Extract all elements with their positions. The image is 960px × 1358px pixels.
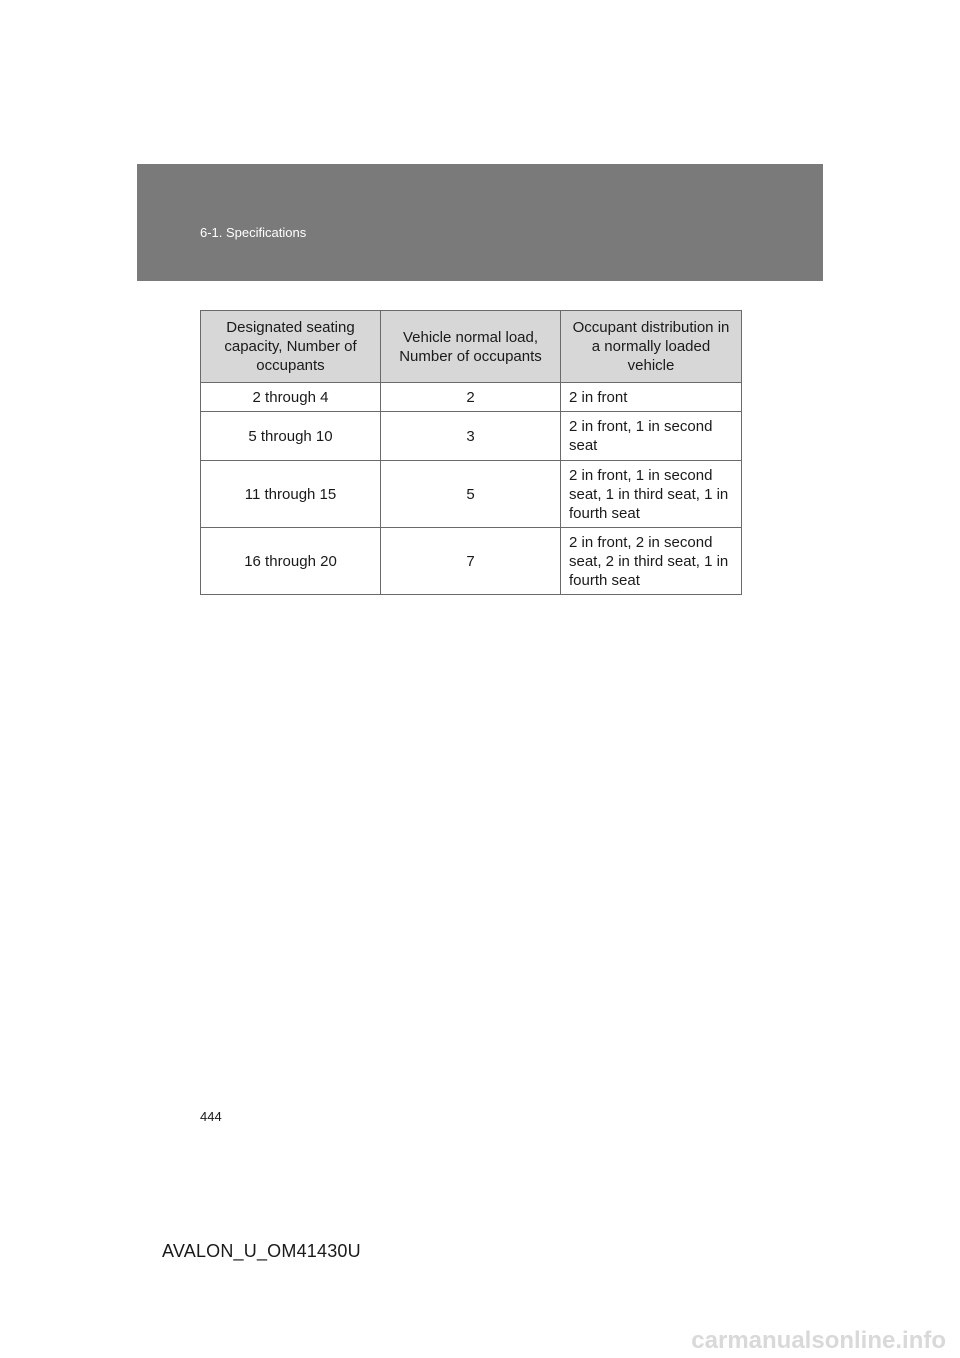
normal-load-cell: 3 [381, 412, 561, 461]
column-header-normal-load: Vehicle normal load, Number of occupants [381, 311, 561, 383]
header-bar [137, 164, 823, 281]
normal-load-cell: 5 [381, 461, 561, 528]
normal-load-cell: 2 [381, 383, 561, 412]
column-header-occupant-distribution: Occupant distribution in a normally loaded vehicle [561, 311, 742, 383]
watermark: carmanualsonline.info [691, 1327, 946, 1354]
page-number: 444 [200, 1109, 222, 1124]
document-code: AVALON_U_OM41430U [162, 1241, 361, 1261]
table-row [201, 461, 742, 528]
occupant-distribution-table [200, 310, 742, 595]
seating-capacity-cell: 2 through 4 [201, 383, 381, 412]
table-header-row [201, 311, 742, 383]
table-row [201, 412, 742, 461]
normal-load-cell: 7 [381, 528, 561, 595]
table-row [201, 528, 742, 595]
occupant-distribution-cell: 2 in front [561, 383, 742, 412]
seating-capacity-cell: 11 through 15 [201, 461, 381, 528]
column-header-seating-capacity: Designated seating capacity, Number of occupants [201, 311, 381, 383]
section-title: 6-1. Specifications [200, 225, 307, 240]
occupant-distribution-cell: 2 in front, 2 in second seat, 2 in third seat, 1 in fourth seat [561, 528, 742, 595]
occupant-distribution-cell: 2 in front, 1 in second seat, 1 in third seat, 1 in fourth seat [561, 461, 742, 528]
table-row [201, 383, 742, 412]
seating-capacity-cell: 16 through 20 [201, 528, 381, 595]
occupant-distribution-cell: 2 in front, 1 in second seat [561, 412, 742, 461]
seating-capacity-cell: 5 through 10 [201, 412, 381, 461]
